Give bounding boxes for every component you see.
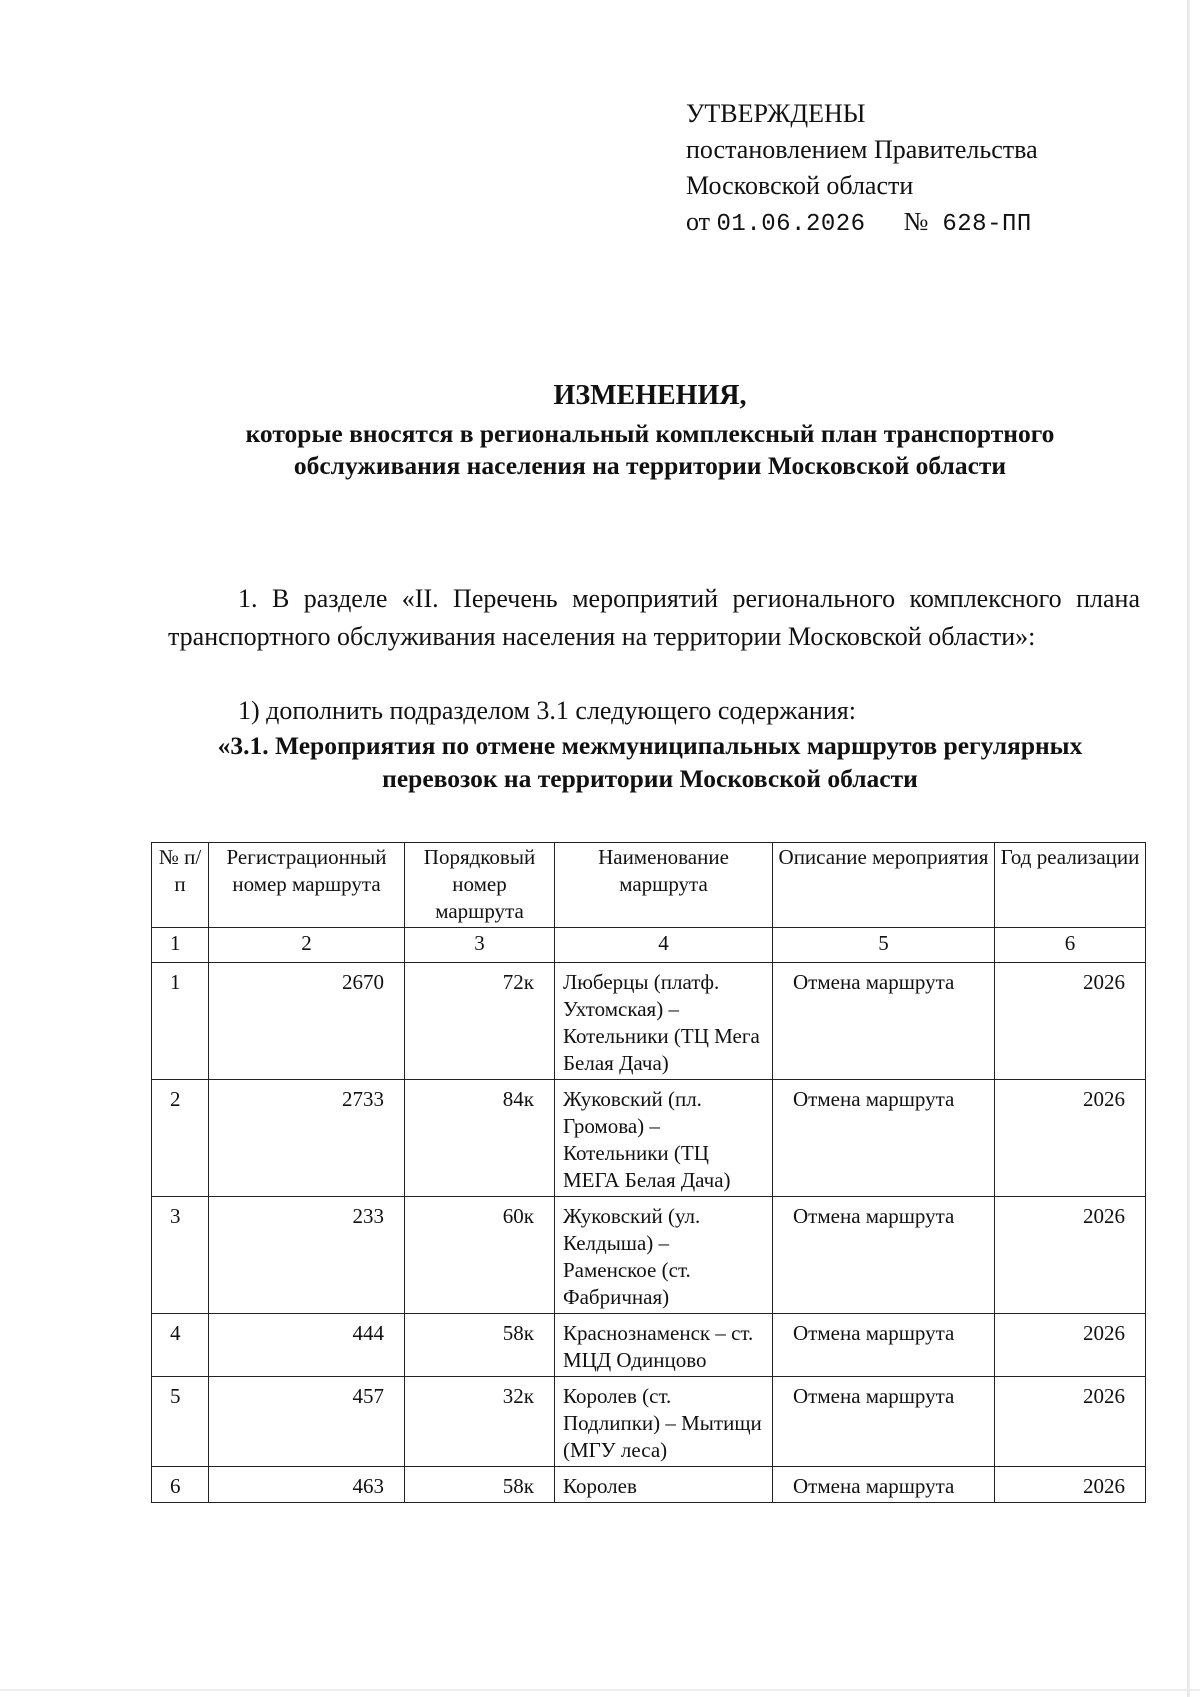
cell-order-number: 58к [405, 1314, 555, 1377]
document-title [150, 380, 1150, 482]
cell-route-name: Краснознаменск – ст. МЦД Одинцово [555, 1314, 773, 1377]
table-row [152, 1197, 1146, 1314]
cell-route-name: Королев [555, 1467, 773, 1503]
cell-order-number: 72к [405, 963, 555, 1080]
index-cell: 5 [773, 928, 995, 963]
table-row [152, 963, 1146, 1080]
cell-reg-number: 2733 [209, 1080, 405, 1197]
title-line-3: обслуживания населения на территории Московской области [293, 451, 1007, 480]
subtitle-line-2: перевозок на территории Московской области [382, 764, 918, 793]
index-cell: 2 [209, 928, 405, 963]
approval-date-line [686, 204, 1038, 243]
cell-description: Отмена маршрута [773, 1314, 995, 1377]
cell-order-number: 60к [405, 1197, 555, 1314]
header-num: № п/п [152, 843, 209, 928]
paragraph-1: 1. В разделе «II. Перечень мероприятий регионального комплексного плана транспортного обслуживания населения на территории Московской области»: [168, 584, 1140, 651]
table-row [152, 1314, 1146, 1377]
cell-description: Отмена маршрута [773, 1467, 995, 1503]
cell-num: 6 [152, 1467, 209, 1503]
cell-year: 2026 [995, 1467, 1146, 1503]
header-year: Год реализации [995, 843, 1146, 928]
scan-edge-right [1187, 0, 1190, 1697]
cell-route-name: Жуковский (пл. Громова) – Котельники (ТЦ МЕГА Белая Дача) [555, 1080, 773, 1197]
header-description: Описание мероприятия [773, 843, 995, 928]
approval-region: Московской области [686, 171, 914, 200]
cell-year: 2026 [995, 1080, 1146, 1197]
cell-description: Отмена маршрута [773, 1080, 995, 1197]
cell-order-number: 84к [405, 1080, 555, 1197]
index-cell: 1 [152, 928, 209, 963]
table-row [152, 1467, 1146, 1503]
cell-year: 2026 [995, 1377, 1146, 1467]
cell-reg-number: 233 [209, 1197, 405, 1314]
cell-reg-number: 457 [209, 1377, 405, 1467]
cell-year: 2026 [995, 1197, 1146, 1314]
cell-reg-number: 2670 [209, 963, 405, 1080]
approval-heading: УТВЕРЖДЕНЫ [686, 99, 866, 128]
approval-date-prefix: от [686, 207, 711, 236]
cell-year: 2026 [995, 1314, 1146, 1377]
paragraph-2: 1) дополнить подразделом 3.1 следующего содержания: [238, 696, 856, 725]
approval-block [686, 96, 1038, 243]
cell-num: 5 [152, 1377, 209, 1467]
cell-order-number: 58к [405, 1467, 555, 1503]
cell-description: Отмена маршрута [773, 1377, 995, 1467]
cell-num: 4 [152, 1314, 209, 1377]
routes-table [151, 842, 1146, 1503]
cell-route-name: Люберцы (платф. Ухтомская) – Котельники (ТЦ Мега Белая Дача) [555, 963, 773, 1080]
approval-number: 628-ПП [942, 211, 1032, 238]
cell-year: 2026 [995, 963, 1146, 1080]
scan-edge-bottom [0, 1689, 1200, 1691]
title-line-2: которые вносятся в региональный комплексный план транспортного [245, 419, 1055, 448]
cell-num: 2 [152, 1080, 209, 1197]
table-row [152, 1377, 1146, 1467]
section-subtitle [150, 729, 1150, 795]
index-cell: 3 [405, 928, 555, 963]
header-order-number: Порядковый номер маршрута [405, 843, 555, 928]
approval-authority: постановлением Правительства [686, 135, 1038, 164]
cell-description: Отмена маршрута [773, 963, 995, 1080]
index-cell: 6 [995, 928, 1146, 963]
approval-number-sign: № [903, 207, 929, 236]
cell-route-name: Жуковский (ул. Келдыша) – Раменское (ст. Фабричная) [555, 1197, 773, 1314]
subtitle-line-1: «3.1. Мероприятия по отмене межмуниципальных маршрутов регулярных [217, 731, 1083, 760]
index-cell: 4 [555, 928, 773, 963]
cell-reg-number: 463 [209, 1467, 405, 1503]
title-main: ИЗМЕНЕНИЯ, [553, 380, 747, 411]
cell-reg-number: 444 [209, 1314, 405, 1377]
cell-description: Отмена маршрута [773, 1197, 995, 1314]
approval-date: 01.06.2026 [716, 211, 866, 238]
table-index-row [152, 928, 1146, 963]
cell-num: 1 [152, 963, 209, 1080]
table-header-row [152, 843, 1146, 928]
cell-num: 3 [152, 1197, 209, 1314]
cell-order-number: 32к [405, 1377, 555, 1467]
table-row [152, 1080, 1146, 1197]
header-route-name: Наименование маршрута [555, 843, 773, 928]
header-reg-number: Регистрационный номер маршрута [209, 843, 405, 928]
cell-route-name: Королев (ст. Подлипки) – Мытищи (МГУ леса) [555, 1377, 773, 1467]
